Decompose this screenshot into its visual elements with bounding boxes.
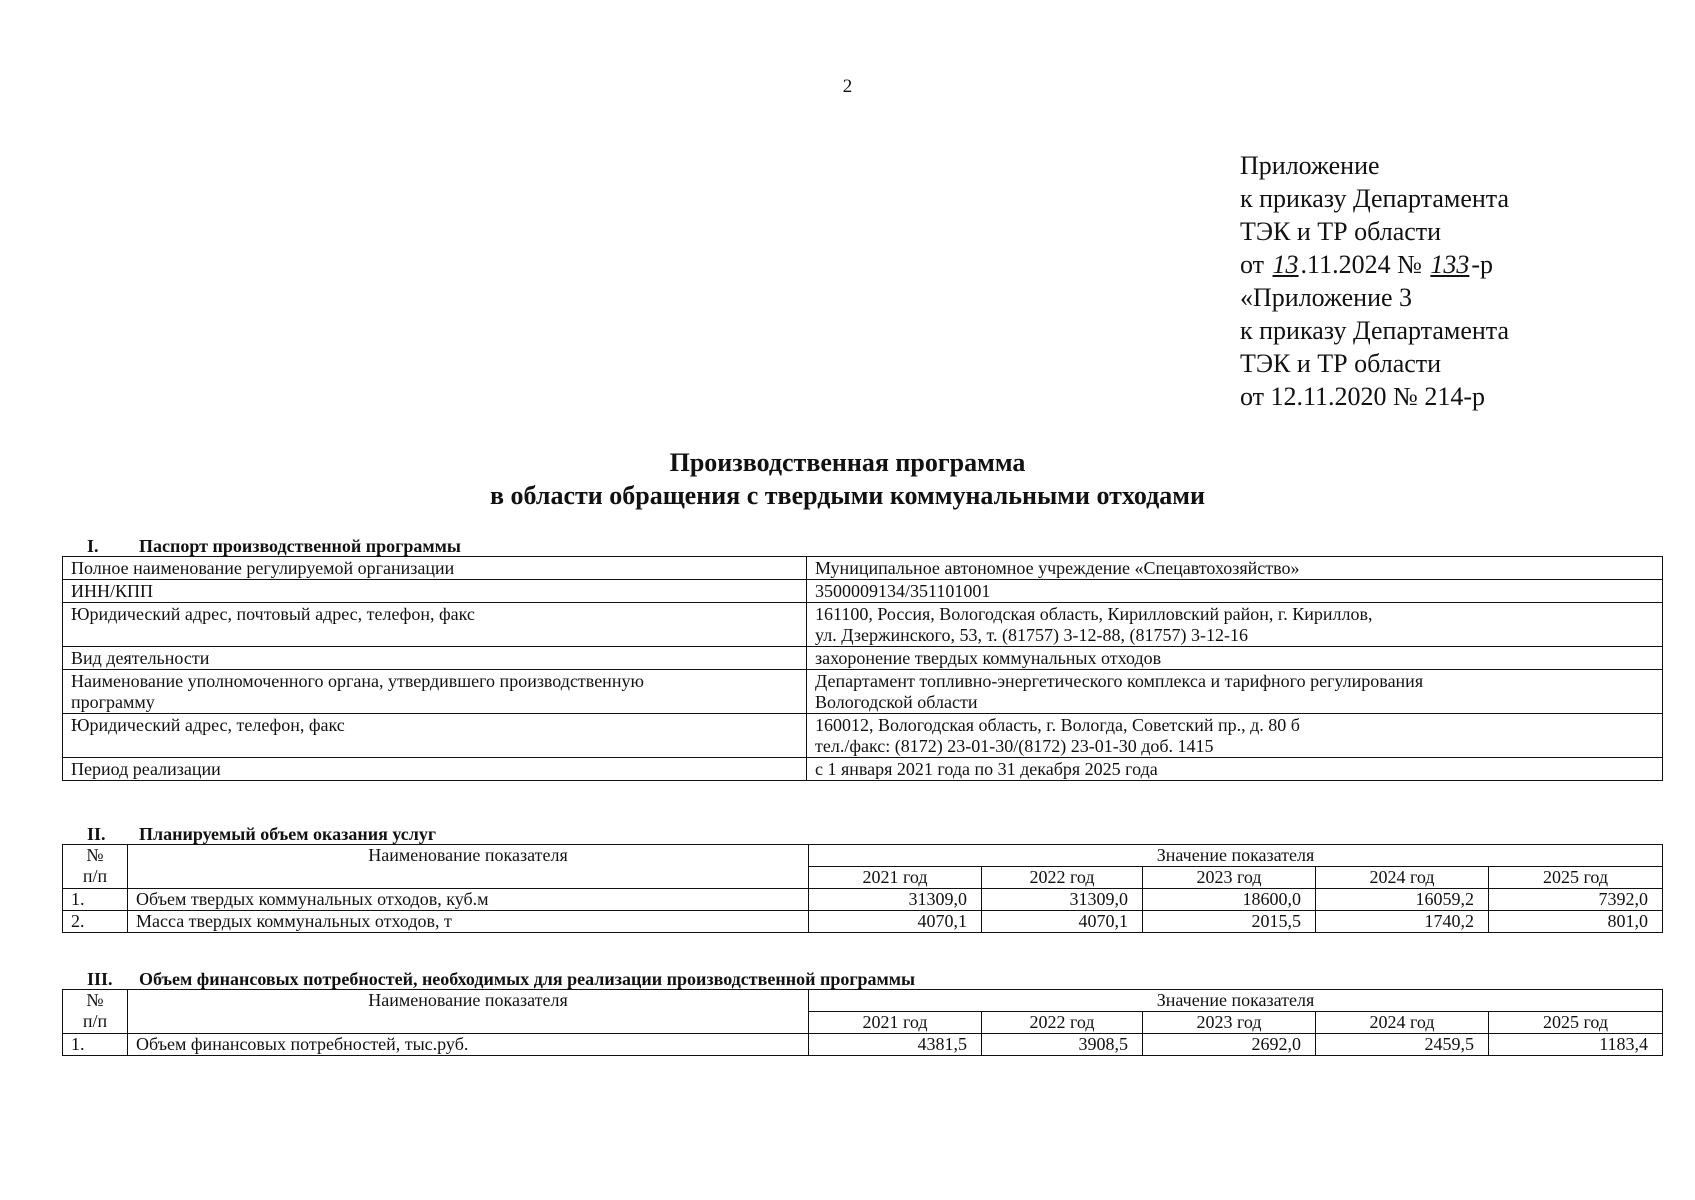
annex-line: к приказу Департамента (1240, 184, 1510, 213)
table-header-row (63, 845, 1663, 867)
title-line: Производственная программа (669, 448, 1026, 477)
section-number: II. (87, 824, 106, 844)
table-row (63, 889, 1663, 911)
table-header-row (63, 990, 1663, 1012)
passport-value (807, 714, 1663, 758)
header-line: № (86, 990, 104, 1010)
row-name: Объем твердых коммунальных отходов, куб.м (128, 889, 809, 911)
passport-value: Муниципальное автономное учреждение «Спецавтохозяйство» (807, 557, 1663, 580)
section-title: Паспорт производственной программы (139, 536, 461, 556)
table-row (63, 758, 1663, 781)
section-number: III. (87, 969, 113, 989)
annex-line: Приложение (1240, 151, 1380, 180)
year-header: 2024 год (1316, 867, 1489, 889)
document-title (0, 446, 1695, 512)
passport-label: Период реализации (63, 758, 807, 781)
value-line: 161100, Россия, Вологодская область, Кирилловский район, г. Кириллов, (815, 604, 1373, 624)
annex-order-date-line (1240, 248, 1509, 281)
section-3-heading (87, 969, 915, 990)
row-number: 2. (63, 911, 128, 933)
table-row (63, 911, 1663, 933)
passport-value (807, 670, 1663, 714)
col-name-header: Наименование показателя (128, 845, 809, 889)
year-header: 2023 год (1143, 1012, 1316, 1034)
row-number: 1. (63, 1034, 128, 1056)
row-value: 801,0 (1489, 911, 1663, 933)
year-header: 2022 год (982, 1012, 1143, 1034)
passport-label: ИНН/КПП (63, 580, 807, 603)
title-line: в области обращения с твердыми коммунальными отходами (489, 481, 1205, 510)
row-value: 31309,0 (809, 889, 982, 911)
section-number: I. (87, 536, 99, 556)
annex-line: ТЭК и ТР области (1240, 217, 1442, 246)
row-value: 7392,0 (1489, 889, 1663, 911)
year-header: 2025 год (1489, 867, 1663, 889)
table-row (63, 603, 1663, 647)
header-line: п/п (82, 866, 108, 886)
table-row (63, 1034, 1663, 1056)
passport-value: 3500009134/351101001 (807, 580, 1663, 603)
label-line: программу (71, 692, 155, 712)
row-value: 4381,5 (809, 1034, 982, 1056)
row-number: 1. (63, 889, 128, 911)
passport-table (62, 556, 1663, 781)
label-line: Наименование уполномоченного органа, утвердившего производственную (71, 671, 644, 691)
row-value: 1740,2 (1316, 911, 1489, 933)
table-row (63, 714, 1663, 758)
passport-value: захоронение твердых коммунальных отходов (807, 647, 1663, 670)
passport-value (807, 603, 1663, 647)
row-value: 4070,1 (809, 911, 982, 933)
annex-text: .11.2024 № (1300, 250, 1429, 279)
row-value: 3908,5 (982, 1034, 1143, 1056)
header-line: № (86, 845, 104, 865)
passport-value: с 1 января 2021 года по 31 декабря 2025 года (807, 758, 1663, 781)
col-value-header: Значение показателя (809, 845, 1663, 867)
year-header: 2024 год (1316, 1012, 1489, 1034)
row-value: 2015,5 (1143, 911, 1316, 933)
col-name-header: Наименование показателя (128, 990, 809, 1034)
value-line: Вологодской области (815, 692, 978, 712)
year-header: 2021 год (809, 1012, 982, 1034)
value-line: Департамент топливно-энергетического комплекса и тарифного регулирования (815, 671, 1424, 691)
financial-needs-table (62, 989, 1663, 1056)
handwritten-day: 13 (1272, 250, 1299, 279)
value-line: ул. Дзержинского, 53, т. (81757) 3-12-88, (81757) 3-12-16 (815, 625, 1248, 645)
year-header: 2021 год (809, 867, 982, 889)
header-line: п/п (82, 1011, 108, 1031)
passport-label: Полное наименование регулируемой организации (63, 557, 807, 580)
row-value: 2692,0 (1143, 1034, 1316, 1056)
annex-text: -р (1471, 250, 1494, 279)
annex-line: «Приложение 3 (1240, 283, 1413, 312)
col-number-header (63, 845, 128, 889)
row-value: 2459,5 (1316, 1034, 1489, 1056)
handwritten-number: 133 (1430, 250, 1470, 279)
annex-block (1240, 149, 1509, 413)
row-name: Объем финансовых потребностей, тыс.руб. (128, 1034, 809, 1056)
row-value: 16059,2 (1316, 889, 1489, 911)
year-header: 2025 год (1489, 1012, 1663, 1034)
row-value: 4070,1 (982, 911, 1143, 933)
annex-text: от (1240, 250, 1271, 279)
value-line: 160012, Вологодская область, г. Вологда, Советский пр., д. 80 б (815, 715, 1300, 735)
row-value: 1183,4 (1489, 1034, 1663, 1056)
year-header: 2023 год (1143, 867, 1316, 889)
page-number: 2 (842, 76, 853, 97)
passport-label: Вид деятельности (63, 647, 807, 670)
value-line: тел./факс: (8172) 23-01-30/(8172) 23-01-30 доб. 1415 (815, 736, 1214, 756)
row-name: Масса твердых коммунальных отходов, т (128, 911, 809, 933)
section-2-heading (87, 824, 436, 845)
col-number-header (63, 990, 128, 1034)
table-row (63, 670, 1663, 714)
annex-line: от 12.11.2020 № 214-р (1240, 382, 1486, 411)
annex-line: к приказу Департамента (1240, 316, 1510, 345)
services-volume-table (62, 844, 1663, 933)
annex-line: ТЭК и ТР области (1240, 349, 1442, 378)
passport-label: Юридический адрес, почтовый адрес, телефон, факс (63, 603, 807, 647)
row-value: 18600,0 (1143, 889, 1316, 911)
passport-label: Юридический адрес, телефон, факс (63, 714, 807, 758)
row-value: 31309,0 (982, 889, 1143, 911)
table-row (63, 647, 1663, 670)
year-header: 2022 год (982, 867, 1143, 889)
section-title: Объем финансовых потребностей, необходимых для реализации производственной программы (139, 969, 916, 989)
table-row (63, 557, 1663, 580)
section-1-heading (87, 536, 461, 557)
passport-label (63, 670, 807, 714)
col-value-header: Значение показателя (809, 990, 1663, 1012)
section-title: Планируемый объем оказания услуг (139, 824, 437, 844)
table-row (63, 580, 1663, 603)
